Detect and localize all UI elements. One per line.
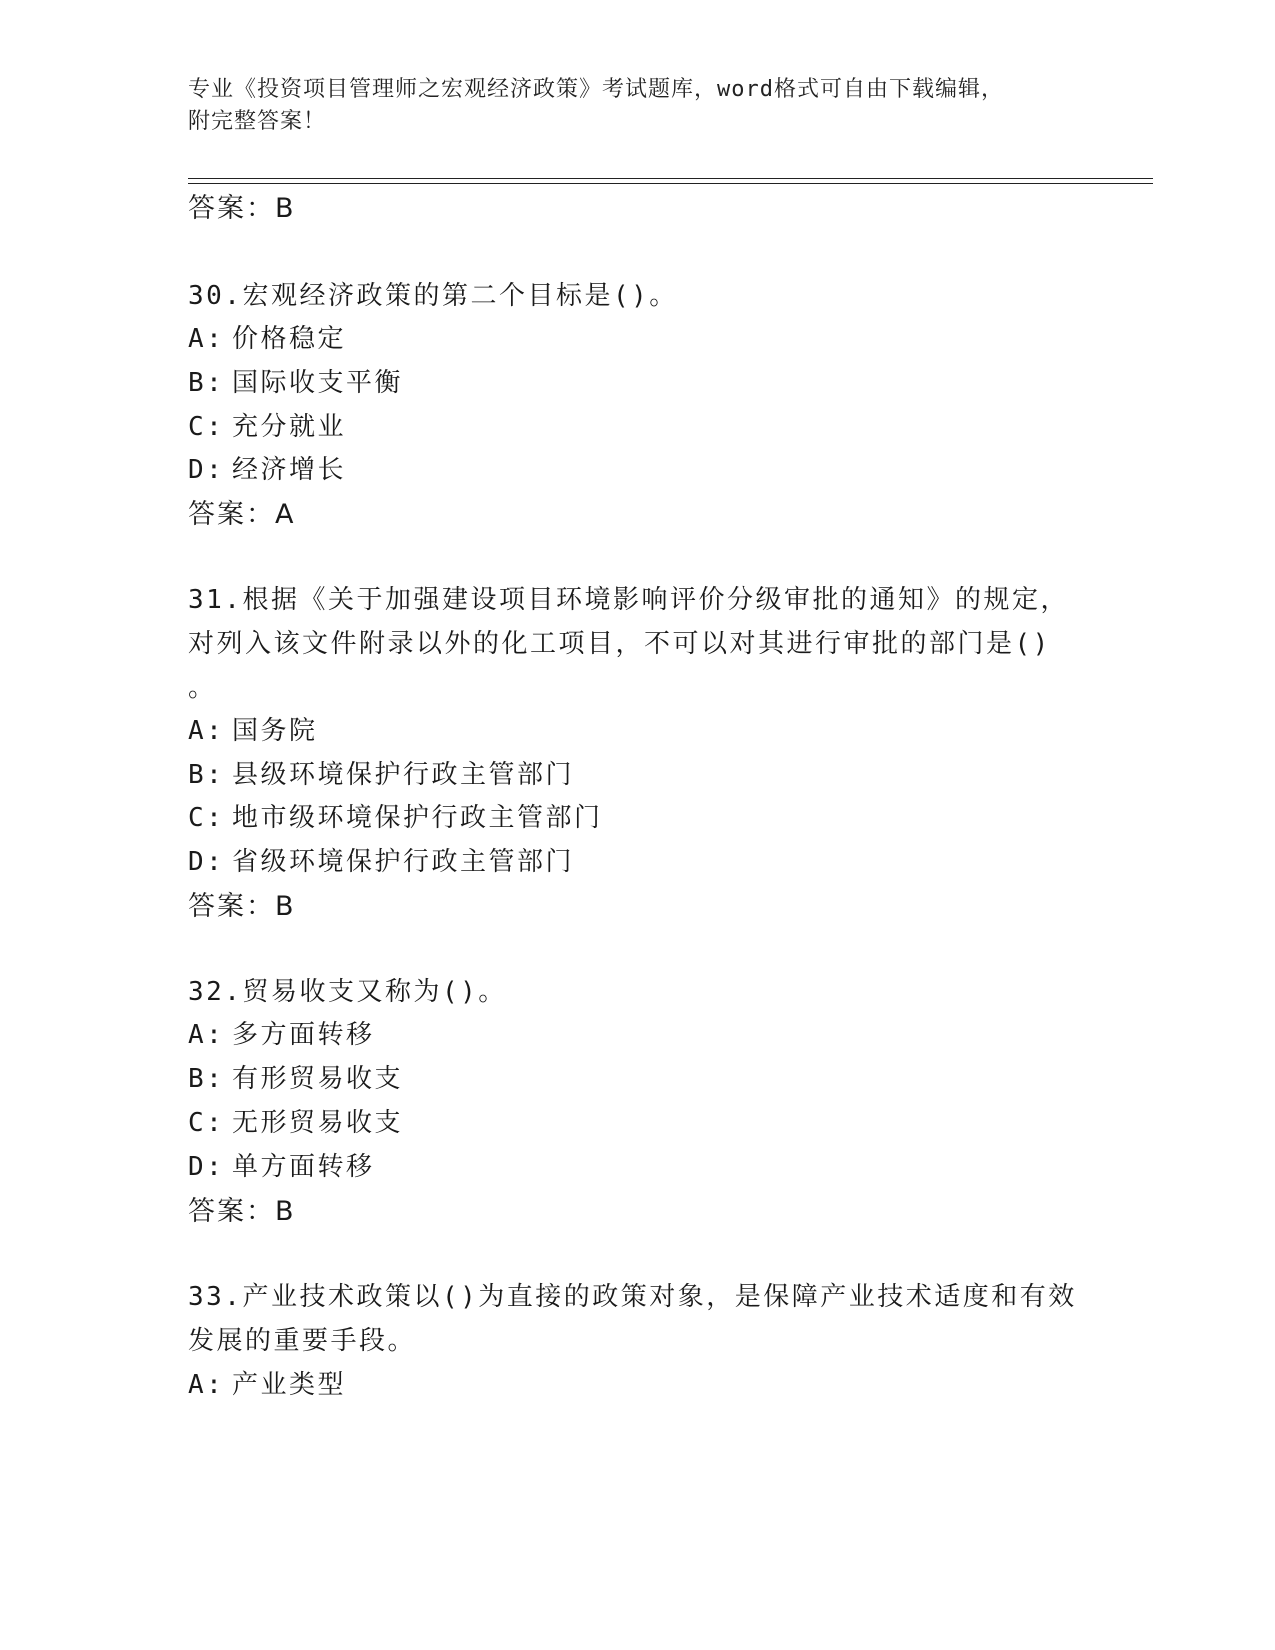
question-32-answer: 答案：B bbox=[188, 1196, 296, 1227]
option-label: C: bbox=[188, 1108, 225, 1138]
question-33-option-a bbox=[188, 1364, 346, 1401]
option-text: 单方面转移 bbox=[232, 1152, 375, 1182]
option-text: 多方面转移 bbox=[232, 1020, 375, 1050]
option-label: A: bbox=[188, 1020, 225, 1050]
question-30-answer: 答案：A bbox=[188, 499, 296, 530]
question-31-line-1: 31.根据《关于加强建设项目环境影响评价分级审批的通知》的规定， bbox=[188, 585, 1069, 615]
option-label: A: bbox=[188, 1370, 225, 1400]
question-31-option-d bbox=[188, 841, 574, 878]
option-text: 国务院 bbox=[232, 716, 318, 746]
question-31-answer: 答案：B bbox=[188, 891, 296, 922]
option-label: D: bbox=[188, 847, 225, 877]
option-label: A: bbox=[188, 324, 225, 354]
option-text: 充分就业 bbox=[232, 412, 347, 442]
option-label: D: bbox=[188, 1152, 225, 1182]
option-text: 省级环境保护行政主管部门 bbox=[232, 847, 575, 877]
option-text: 国际收支平衡 bbox=[232, 368, 404, 398]
option-label: B: bbox=[188, 760, 225, 790]
question-33-line-1: 33.产业技术政策以()为直接的政策对象，是保障产业技术适度和有效 bbox=[188, 1282, 1077, 1312]
header-line-2: 附完整答案！ bbox=[188, 109, 327, 134]
document-header bbox=[188, 74, 1088, 138]
question-32-line-1: 32.贸易收支又称为()。 bbox=[188, 977, 507, 1007]
question-30-option-a bbox=[188, 318, 346, 355]
question-30-option-c bbox=[188, 406, 346, 443]
question-30-line-1: 30.宏观经济政策的第二个目标是()。 bbox=[188, 281, 678, 311]
question-31-option-a bbox=[188, 710, 318, 747]
question-30-option-b bbox=[188, 362, 403, 399]
question-32-option-d bbox=[188, 1146, 375, 1183]
option-text: 产业类型 bbox=[232, 1370, 347, 1400]
header-divider-top bbox=[188, 178, 1153, 179]
question-31-option-c bbox=[188, 797, 603, 834]
previous-answer: 答案：B bbox=[188, 193, 296, 224]
option-label: A: bbox=[188, 716, 225, 746]
question-30-option-d bbox=[188, 449, 346, 486]
option-text: 无形贸易收支 bbox=[232, 1108, 404, 1138]
option-label: C: bbox=[188, 803, 225, 833]
option-text: 县级环境保护行政主管部门 bbox=[232, 760, 575, 790]
header-divider-bottom bbox=[188, 183, 1153, 184]
question-32-option-b bbox=[188, 1058, 403, 1095]
question-31-line-3: 。 bbox=[188, 673, 217, 703]
question-31-option-b bbox=[188, 754, 574, 791]
option-label: D: bbox=[188, 455, 225, 485]
option-text: 经济增长 bbox=[232, 455, 347, 485]
question-31-line-2: 对列入该文件附录以外的化工项目，不可以对其进行审批的部门是() bbox=[188, 629, 1051, 659]
option-label: B: bbox=[188, 1064, 225, 1094]
option-text: 有形贸易收支 bbox=[232, 1064, 404, 1094]
question-33-line-2: 发展的重要手段。 bbox=[188, 1326, 417, 1356]
header-line-1: 专业《投资项目管理师之宏观经济政策》考试题库，word格式可自由下载编辑， bbox=[188, 77, 1004, 102]
option-label: B: bbox=[188, 368, 225, 398]
question-32-option-c bbox=[188, 1102, 403, 1139]
option-text: 地市级环境保护行政主管部门 bbox=[232, 803, 603, 833]
question-32-option-a bbox=[188, 1014, 375, 1051]
option-label: C: bbox=[188, 412, 225, 442]
option-text: 价格稳定 bbox=[232, 324, 347, 354]
